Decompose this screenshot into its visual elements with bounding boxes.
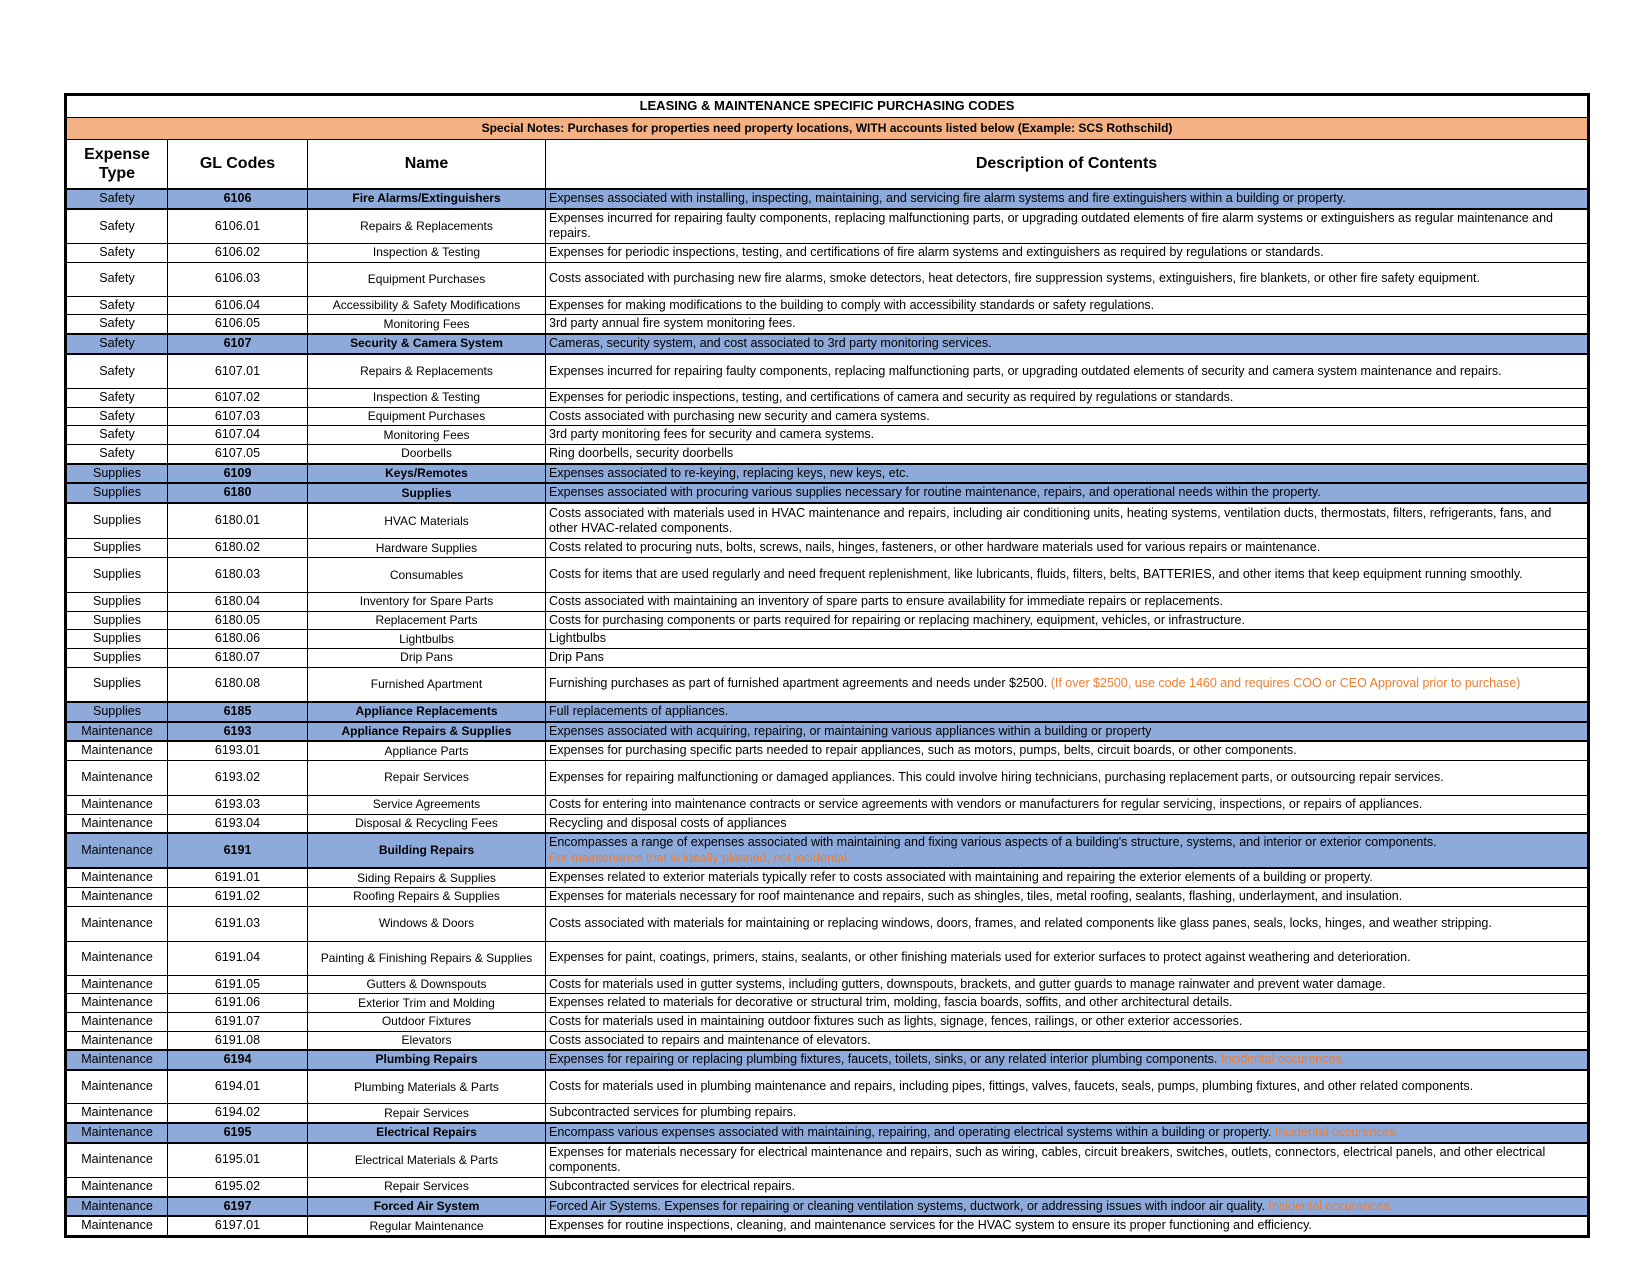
description-text: Expenses for routine inspections, cleaning, and maintenance services for the HVAC system to ensure its proper functioning and efficiency. <box>549 1218 1312 1233</box>
category-row <box>66 1123 1589 1143</box>
description-text: Subcontracted services for electrical repairs. <box>549 1179 795 1193</box>
description-cell <box>546 426 1589 445</box>
expense-type-cell: Supplies <box>66 702 168 722</box>
description-text: Expenses for materials necessary for roof maintenance and repairs, such as shingles, tiles, metal roofing, sealants, flashing, underlayment, and insulation. <box>549 889 1403 903</box>
name-cell: Siding Repairs & Supplies <box>308 868 546 887</box>
description-text: Expenses associated with installing, inspecting, maintaining, and servicing fire alarm systems and fire extinguishers within a building or property. <box>549 191 1346 205</box>
category-row <box>66 1197 1589 1217</box>
description-text: Costs for purchasing components or parts required for repairing or replacing machinery, equipment, vehicles, or infrastructure. <box>549 612 1245 627</box>
description-text: Ring doorbells, security doorbells <box>549 446 734 460</box>
expense-type-cell: Safety <box>66 354 168 389</box>
description-cell <box>546 445 1589 464</box>
description-cell <box>546 1143 1589 1178</box>
expense-type-cell: Maintenance <box>66 814 168 833</box>
table-row <box>66 1143 1589 1178</box>
table-row <box>66 1178 1589 1197</box>
description-text: Drip Pans <box>549 649 604 664</box>
name-cell: Furnished Apartment <box>308 667 546 702</box>
table-row <box>66 611 1589 630</box>
description-text: Costs for items that are used regularly and need frequent replenishment, like lubricants, fluids, filters, belts, BATTERIES, and other items that keep equipment running smoothly. <box>549 567 1523 582</box>
gl-code-cell: 6180.06 <box>168 630 308 649</box>
category-row <box>66 1050 1589 1070</box>
gl-code-cell: 6106.05 <box>168 315 308 334</box>
description-cell <box>546 1123 1589 1143</box>
gl-code-cell: 6180.01 <box>168 503 308 539</box>
expense-type-cell: Maintenance <box>66 888 168 907</box>
table-row <box>66 994 1589 1013</box>
name-cell: Windows & Doors <box>308 906 546 941</box>
description-cell <box>546 558 1589 593</box>
description-cell <box>546 539 1589 558</box>
gl-code-cell: 6107.04 <box>168 426 308 445</box>
description-text: Furnishing purchases as part of furnished apartment agreements and needs under $2500. <box>549 676 1048 691</box>
name-cell: Disposal & Recycling Fees <box>308 814 546 833</box>
category-row <box>66 189 1589 209</box>
description-text: Costs for materials used in maintaining outdoor fixtures such as lights, signage, fences, railings, or other exterior accessories. <box>549 1013 1243 1028</box>
table-row <box>66 296 1589 315</box>
gl-code-cell: 6193 <box>168 722 308 742</box>
description-text: Costs related to procuring nuts, bolts, screws, nails, hinges, fasteners, or other hardware materials used for various repairs or maintenance. <box>549 540 1321 555</box>
table-row <box>66 975 1589 994</box>
orange-note: Incidental occurences. <box>1217 1052 1346 1067</box>
description-text: Expenses for repairing or replacing plumbing fixtures, faucets, toilets, sinks, or any related interior plumbing components. <box>549 1052 1218 1067</box>
purchasing-codes-sheet <box>64 93 1590 1238</box>
table-row <box>66 795 1589 814</box>
description-cell <box>546 611 1589 630</box>
expense-type-cell: Maintenance <box>66 722 168 742</box>
description-cell <box>546 667 1589 702</box>
gl-code-cell: 6180.04 <box>168 593 308 612</box>
description-cell <box>546 1216 1589 1236</box>
expense-type-cell: Safety <box>66 209 168 244</box>
description-cell <box>546 906 1589 941</box>
expense-type-cell: Supplies <box>66 539 168 558</box>
expense-type-cell: Maintenance <box>66 1216 168 1236</box>
category-row <box>66 464 1589 484</box>
table-row <box>66 445 1589 464</box>
column-header-gl-codes: GL Codes <box>168 140 308 190</box>
table-row <box>66 558 1589 593</box>
name-cell: Outdoor Fixtures <box>308 1012 546 1031</box>
name-cell: Replacement Parts <box>308 611 546 630</box>
description-cell <box>546 941 1589 975</box>
description-cell <box>546 1012 1589 1031</box>
gl-code-cell: 6194.01 <box>168 1070 308 1104</box>
orange-note: For maintenance that is ideally planned, not incidental. <box>549 850 851 865</box>
name-cell: Inspection & Testing <box>308 244 546 263</box>
table-row <box>66 630 1589 649</box>
name-cell: Hardware Supplies <box>308 539 546 558</box>
description-cell <box>546 1070 1589 1104</box>
description-cell <box>546 296 1589 315</box>
table-row <box>66 244 1589 263</box>
gl-code-cell: 6180.02 <box>168 539 308 558</box>
name-cell: Plumbing Repairs <box>308 1050 546 1070</box>
expense-type-cell: Supplies <box>66 667 168 702</box>
table-row <box>66 407 1589 426</box>
expense-type-cell: Safety <box>66 407 168 426</box>
expense-type-cell: Maintenance <box>66 1070 168 1104</box>
description-text: Expenses incurred for repairing faulty components, replacing malfunctioning parts, or upgrading outdated elements of fire alarm systems or extinguishers as regular maintenance and repairs. <box>549 210 1554 241</box>
name-cell: Inventory for Spare Parts <box>308 593 546 612</box>
table-row <box>66 315 1589 334</box>
table-row <box>66 503 1589 539</box>
gl-code-cell: 6180.03 <box>168 558 308 593</box>
name-cell: Appliance Parts <box>308 741 546 760</box>
description-text: Costs associated with purchasing new security and camera systems. <box>549 408 930 423</box>
description-cell <box>546 888 1589 907</box>
table-row <box>66 1031 1589 1050</box>
expense-type-cell: Maintenance <box>66 941 168 975</box>
expense-type-cell: Maintenance <box>66 1012 168 1031</box>
expense-type-cell: Safety <box>66 262 168 296</box>
expense-type-cell: Safety <box>66 296 168 315</box>
gl-code-cell: 6191 <box>168 833 308 868</box>
description-text: Forced Air Systems. Expenses for repairing or cleaning ventilation systems, ductwork, or addressing issues with indoor air quality. <box>549 1198 1266 1213</box>
name-cell: Consumables <box>308 558 546 593</box>
description-cell <box>546 464 1589 484</box>
description-text: 3rd party annual fire system monitoring fees. <box>549 316 796 331</box>
description-cell <box>546 630 1589 649</box>
gl-code-cell: 6191.08 <box>168 1031 308 1050</box>
gl-code-cell: 6106 <box>168 189 308 209</box>
name-cell: HVAC Materials <box>308 503 546 539</box>
category-row <box>66 702 1589 722</box>
description-text: Expenses for making modifications to the building to comply with accessibility standards or safety regulations. <box>549 297 1155 312</box>
gl-code-cell: 6109 <box>168 464 308 484</box>
category-row <box>66 833 1589 868</box>
description-text: Expenses for repairing malfunctioning or damaged appliances. This could involve hiring technicians, purchasing replacement parts, or outsourcing repair services. <box>549 770 1444 785</box>
description-text: Expenses related to materials for decorative or structural trim, molding, fascia boards, soffits, and other architectural details. <box>549 995 1233 1010</box>
description-text: Cameras, security system, and cost associated to 3rd party monitoring services. <box>549 336 992 350</box>
gl-code-cell: 6193.04 <box>168 814 308 833</box>
description-text: Expenses for paint, coatings, primers, stains, sealants, or other finishing materials used for exterior surfaces to protect against weathering and deterioration. <box>549 950 1411 965</box>
description-cell <box>546 209 1589 244</box>
name-cell: Equipment Purchases <box>308 262 546 296</box>
name-cell: Lightbulbs <box>308 630 546 649</box>
expense-type-cell: Maintenance <box>66 994 168 1013</box>
name-cell: Drip Pans <box>308 648 546 667</box>
name-cell: Keys/Remotes <box>308 464 546 484</box>
name-cell: Doorbells <box>308 445 546 464</box>
expense-type-cell: Safety <box>66 189 168 209</box>
table-row <box>66 941 1589 975</box>
name-cell: Fire Alarms/Extinguishers <box>308 189 546 209</box>
description-text: Costs associated with materials used in HVAC maintenance and repairs, including air conditioning units, heating systems, ventilation ducts, thermostats, filters, refrigerants, fans, and other HVAC-related components. <box>549 505 1552 536</box>
description-cell <box>546 389 1589 408</box>
table-row <box>66 426 1589 445</box>
description-text: Encompass various expenses associated with maintaining, repairing, and operating electrical systems within a building or property. <box>549 1124 1272 1139</box>
name-cell: Appliance Replacements <box>308 702 546 722</box>
description-cell <box>546 722 1589 742</box>
expense-type-cell: Maintenance <box>66 760 168 795</box>
expense-type-cell: Maintenance <box>66 833 168 868</box>
gl-code-cell: 6191.03 <box>168 906 308 941</box>
name-cell: Plumbing Materials & Parts <box>308 1070 546 1104</box>
description-cell <box>546 868 1589 887</box>
description-cell <box>546 648 1589 667</box>
gl-code-cell: 6107 <box>168 334 308 354</box>
gl-code-cell: 6194 <box>168 1050 308 1070</box>
description-text: Encompasses a range of expenses associated with maintaining and fixing various aspects of a building's structure, systems, and interior or exterior components. <box>549 835 1437 850</box>
table-row <box>66 667 1589 702</box>
description-text: Recycling and disposal costs of appliances <box>549 815 787 830</box>
description-text: Costs associated with purchasing new fire alarms, smoke detectors, heat detectors, fire suppression systems, extinguishers, fire blankets, or other fire safety equipment. <box>549 271 1480 286</box>
name-cell: Exterior Trim and Molding <box>308 994 546 1013</box>
expense-type-cell: Safety <box>66 426 168 445</box>
expense-type-cell: Supplies <box>66 464 168 484</box>
gl-code-cell: 6185 <box>168 702 308 722</box>
description-text: Expenses for periodic inspections, testing, and certifications of camera and security as required by regulations or standards. <box>549 390 1234 405</box>
expense-type-cell: Safety <box>66 334 168 354</box>
description-cell <box>546 315 1589 334</box>
page-title: LEASING & MAINTENANCE SPECIFIC PURCHASING CODES <box>66 95 1589 118</box>
description-text: Expenses incurred for repairing faulty components, replacing malfunctioning parts, or upgrading outdated elements of security and camera system maintenance and repairs. <box>549 363 1502 378</box>
table-row <box>66 209 1589 244</box>
gl-code-cell: 6106.01 <box>168 209 308 244</box>
orange-note: (If over $2500, use code 1460 and requires COO or CEO Approval prior to purchase) <box>1047 676 1521 691</box>
description-text: Lightbulbs <box>549 631 606 646</box>
description-cell <box>546 1050 1589 1070</box>
column-header-description: Description of Contents <box>546 140 1589 190</box>
description-cell <box>546 760 1589 795</box>
gl-code-cell: 6180.07 <box>168 648 308 667</box>
name-cell: Supplies <box>308 483 546 503</box>
expense-type-cell: Maintenance <box>66 975 168 994</box>
expense-type-cell: Maintenance <box>66 868 168 887</box>
description-cell <box>546 1104 1589 1123</box>
title-row <box>66 95 1589 118</box>
gl-code-cell: 6180 <box>168 483 308 503</box>
description-cell <box>546 741 1589 760</box>
table-row <box>66 906 1589 941</box>
name-cell: Regular Maintenance <box>308 1216 546 1236</box>
name-cell: Gutters & Downspouts <box>308 975 546 994</box>
description-text: Costs associated to repairs and maintenance of elevators. <box>549 1032 871 1047</box>
description-cell <box>546 593 1589 612</box>
table-row <box>66 814 1589 833</box>
gl-code-cell: 6193.02 <box>168 760 308 795</box>
category-row <box>66 722 1589 742</box>
description-text: Costs for entering into maintenance contracts or service agreements with vendors or manufacturers for regular servicing, inspections, or repairs of appliances. <box>549 796 1423 811</box>
description-text: Expenses for periodic inspections, testing, and certifications of fire alarm systems and extinguishers as required by regulations or standards. <box>549 245 1324 260</box>
name-cell: Forced Air System <box>308 1197 546 1217</box>
table-row <box>66 868 1589 887</box>
description-text: 3rd party monitoring fees for security and camera systems. <box>549 427 875 442</box>
description-cell <box>546 975 1589 994</box>
name-cell: Painting & Finishing Repairs & Supplies <box>308 941 546 975</box>
gl-code-cell: 6191.02 <box>168 888 308 907</box>
purchasing-codes-table <box>64 93 1590 1238</box>
description-cell <box>546 334 1589 354</box>
description-text: Expenses related to exterior materials typically refer to costs associated with maintaining and repairing the exterior elements of a building or property. <box>549 870 1373 885</box>
expense-type-cell: Safety <box>66 389 168 408</box>
category-row <box>66 334 1589 354</box>
name-cell: Monitoring Fees <box>308 315 546 334</box>
expense-type-cell: Maintenance <box>66 1178 168 1197</box>
gl-code-cell: 6107.02 <box>168 389 308 408</box>
description-text: Expenses associated with acquiring, repairing, or maintaining various appliances within a building or property <box>549 723 1152 738</box>
gl-code-cell: 6191.01 <box>168 868 308 887</box>
name-cell: Electrical Repairs <box>308 1123 546 1143</box>
orange-note: Incidental occurences. <box>1271 1124 1400 1139</box>
description-cell <box>546 702 1589 722</box>
gl-code-cell: 6191.06 <box>168 994 308 1013</box>
gl-code-cell: 6107.05 <box>168 445 308 464</box>
description-cell <box>546 994 1589 1013</box>
description-cell <box>546 833 1589 868</box>
expense-type-cell: Maintenance <box>66 1031 168 1050</box>
expense-type-cell: Safety <box>66 244 168 263</box>
expense-type-cell: Safety <box>66 315 168 334</box>
column-header-row <box>66 140 1589 190</box>
name-cell: Repairs & Replacements <box>308 354 546 389</box>
expense-type-cell: Maintenance <box>66 1197 168 1217</box>
gl-code-cell: 6197 <box>168 1197 308 1217</box>
codes-tbody <box>66 189 1589 1236</box>
table-row <box>66 1012 1589 1031</box>
table-row <box>66 888 1589 907</box>
description-text: Expenses for materials necessary for electrical maintenance and repairs, such as wiring, cables, circuit breakers, switches, outlets, connectors, electrical panels, and other electrical components. <box>549 1144 1546 1175</box>
special-notes-row <box>66 118 1589 140</box>
name-cell: Roofing Repairs & Supplies <box>308 888 546 907</box>
name-cell: Repairs & Replacements <box>308 209 546 244</box>
table-row <box>66 1070 1589 1104</box>
name-cell: Security & Camera System <box>308 334 546 354</box>
description-text: Expenses associated to re-keying, replacing keys, new keys, etc. <box>549 465 909 480</box>
description-cell <box>546 795 1589 814</box>
column-header-expense-type: Expense Type <box>66 140 168 190</box>
description-text: Costs for materials used in plumbing maintenance and repairs, including pipes, fittings, valves, faucets, seals, pumps, plumbing fixtures, and other related components. <box>549 1079 1474 1094</box>
table-row <box>66 760 1589 795</box>
gl-code-cell: 6106.03 <box>168 262 308 296</box>
table-row <box>66 1104 1589 1123</box>
description-cell <box>546 407 1589 426</box>
expense-type-cell: Maintenance <box>66 1143 168 1178</box>
expense-type-cell: Supplies <box>66 503 168 539</box>
description-text: Costs associated with maintaining an inventory of spare parts to ensure availability for immediate repairs or replacements. <box>549 594 1223 608</box>
description-text: Full replacements of appliances. <box>549 704 729 718</box>
table-row <box>66 262 1589 296</box>
name-cell: Service Agreements <box>308 795 546 814</box>
orange-note: Incidental occurences. <box>1265 1198 1393 1213</box>
expense-type-cell: Supplies <box>66 648 168 667</box>
table-row <box>66 593 1589 612</box>
table-row <box>66 354 1589 389</box>
name-cell: Repair Services <box>308 1178 546 1197</box>
name-cell: Equipment Purchases <box>308 407 546 426</box>
gl-code-cell: 6195 <box>168 1123 308 1143</box>
description-cell <box>546 189 1589 209</box>
table-row <box>66 539 1589 558</box>
column-header-name: Name <box>308 140 546 190</box>
gl-code-cell: 6180.05 <box>168 611 308 630</box>
name-cell: Appliance Repairs & Supplies <box>308 722 546 742</box>
expense-type-cell: Safety <box>66 445 168 464</box>
name-cell: Electrical Materials & Parts <box>308 1143 546 1178</box>
description-cell <box>546 1031 1589 1050</box>
expense-type-cell: Maintenance <box>66 795 168 814</box>
description-text: Expenses for purchasing specific parts needed to repair appliances, such as motors, pumps, belts, circuit boards, or other components. <box>549 743 1297 758</box>
expense-type-cell: Maintenance <box>66 1123 168 1143</box>
gl-code-cell: 6106.04 <box>168 296 308 315</box>
expense-type-cell: Maintenance <box>66 1104 168 1123</box>
name-cell: Inspection & Testing <box>308 389 546 408</box>
gl-code-cell: 6107.03 <box>168 407 308 426</box>
expense-type-cell: Supplies <box>66 558 168 593</box>
description-cell <box>546 503 1589 539</box>
table-row <box>66 389 1589 408</box>
table-row <box>66 648 1589 667</box>
description-cell <box>546 1197 1589 1217</box>
expense-type-cell: Supplies <box>66 630 168 649</box>
description-cell <box>546 1178 1589 1197</box>
gl-code-cell: 6191.05 <box>168 975 308 994</box>
name-cell: Repair Services <box>308 1104 546 1123</box>
name-cell: Building Repairs <box>308 833 546 868</box>
name-cell: Elevators <box>308 1031 546 1050</box>
description-cell <box>546 262 1589 296</box>
gl-code-cell: 6180.08 <box>168 667 308 702</box>
expense-type-cell: Supplies <box>66 483 168 503</box>
gl-code-cell: 6191.07 <box>168 1012 308 1031</box>
gl-code-cell: 6194.02 <box>168 1104 308 1123</box>
gl-code-cell: 6106.02 <box>168 244 308 263</box>
gl-code-cell: 6193.03 <box>168 795 308 814</box>
gl-code-cell: 6195.01 <box>168 1143 308 1178</box>
gl-code-cell: 6195.02 <box>168 1178 308 1197</box>
description-text: Costs associated with materials for maintaining or replacing windows, doors, frames, and related components like glass panes, seals, locks, hinges, and weather stripping. <box>549 915 1492 930</box>
description-cell <box>546 354 1589 389</box>
gl-code-cell: 6197.01 <box>168 1216 308 1236</box>
expense-type-cell: Supplies <box>66 593 168 612</box>
gl-code-cell: 6193.01 <box>168 741 308 760</box>
name-cell: Accessibility & Safety Modifications <box>308 296 546 315</box>
table-row <box>66 741 1589 760</box>
description-text: Expenses associated with procuring various supplies necessary for routine maintenance, repairs, and operational needs within the property. <box>549 485 1321 500</box>
special-notes: Special Notes: Purchases for properties need property locations, WITH accounts listed below (Example: SCS Rothschild) <box>66 118 1589 140</box>
name-cell: Monitoring Fees <box>308 426 546 445</box>
expense-type-cell: Supplies <box>66 611 168 630</box>
category-row <box>66 483 1589 503</box>
description-text: Subcontracted services for plumbing repairs. <box>549 1105 797 1120</box>
expense-type-cell: Maintenance <box>66 741 168 760</box>
description-text: Costs for materials used in gutter systems, including gutters, downspouts, brackets, and gutter guards to manage rainwater and prevent water damage. <box>549 976 1386 991</box>
description-cell <box>546 814 1589 833</box>
gl-code-cell: 6107.01 <box>168 354 308 389</box>
description-cell <box>546 483 1589 503</box>
gl-code-cell: 6191.04 <box>168 941 308 975</box>
name-cell: Repair Services <box>308 760 546 795</box>
expense-type-cell: Maintenance <box>66 1050 168 1070</box>
table-row <box>66 1216 1589 1236</box>
description-cell <box>546 244 1589 263</box>
expense-type-cell: Maintenance <box>66 906 168 941</box>
